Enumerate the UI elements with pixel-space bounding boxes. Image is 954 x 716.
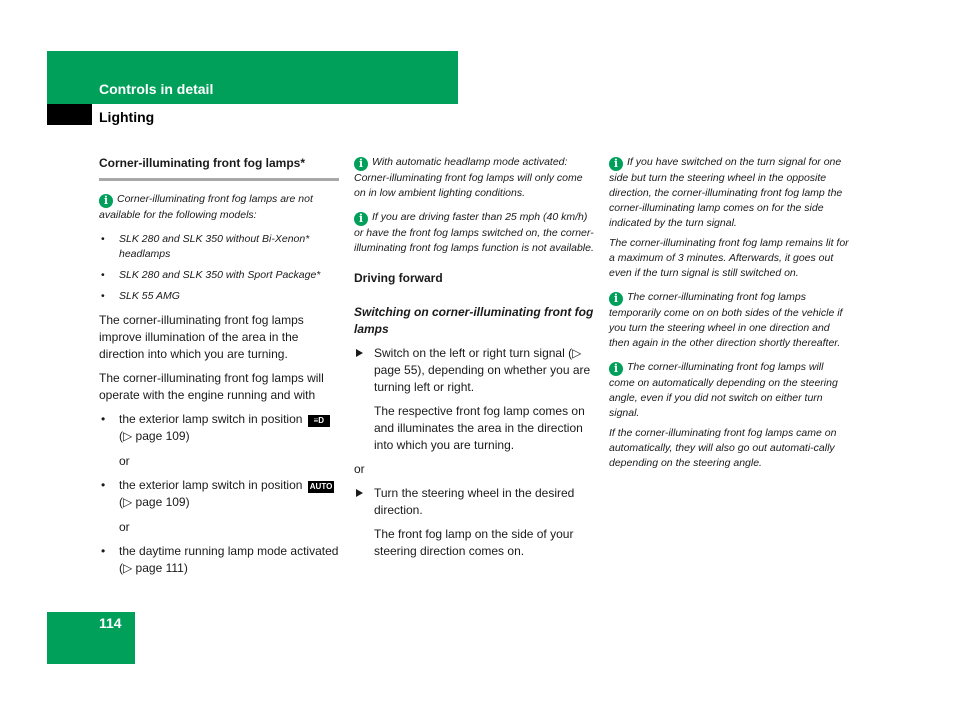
page-reference: (▷ page 109) [119,495,190,509]
availability-note-text: Corner-illuminating front fog lamps are not available for the following models: [99,193,313,221]
availability-note [99,192,339,223]
info-icon: i [609,157,623,171]
auto-symbol-icon: AUTO [309,482,333,491]
paragraph: The corner-illuminating front fog lamps improve illumination of the area in the direction into which you are turning. [99,313,304,361]
list-item: • the exterior lamp switch in position ≡D (▷ page 109) [99,411,339,445]
or-text: or [119,454,130,468]
conditions-list [99,411,339,445]
info-icon: i [609,362,623,376]
or-text: or [119,520,130,534]
column-3 [609,155,849,480]
info-icon: i [354,157,368,171]
steering-angle-note: i The corner-illuminating front fog lamps will come on automatically depending on the steering angle, even if you did not switch on either turn signal. [609,361,838,419]
paragraph: The corner-illuminating front fog lamps will operate with the engine running and with [99,371,324,402]
low-beam-symbol-icon: ≡D [308,415,330,427]
step-result: The front fog lamp on the side of your steering direction comes on. [374,527,574,558]
list-item: • SLK 280 and SLK 350 with Sport Package* [99,268,339,283]
column-1 [99,155,339,585]
turn-signal-note: i If you have switched on the turn signal for one side but turn the steering wheel in the opposite direction, the corner-illuminating front fog lamp the corner-illuminating lamp comes on for the side indicated by the turn signal. [609,156,843,229]
page-reference: (▷ page 109) [119,429,190,443]
conditions-list [99,477,339,511]
step-steering-wheel: Turn the steering wheel in the desired direction. [354,485,594,519]
step-arrow-icon [356,489,363,497]
auto-mode-note: i With automatic headlamp mode activated: Corner-illuminating front fog lamps will only come on in low ambient lighting conditions. [354,156,583,199]
section-title: Controls in detail [99,81,214,97]
list-item: • the exterior lamp switch in position AUTO (▷ page 109) [99,477,339,511]
turn-signal-note-continued: The corner-illuminating front fog lamp remains lit for a maximum of 3 minutes. Afterwards, it goes out even if the turn signal is still switched on. [609,237,849,279]
steering-angle-note-continued: If the corner-illuminating front fog lamps came on automatically, they will also go out automati-cally depending on the steering angle. [609,427,837,469]
driving-forward-heading: Driving forward [354,271,443,285]
page-number: 114 [99,615,122,631]
column-2 [354,155,594,567]
excluded-models-list [99,232,339,304]
list-item: • SLK 55 AMG [99,289,339,304]
list-item: • the daytime running lamp mode activated (▷ page 111) [99,543,339,577]
subsection-title: Lighting [99,109,155,125]
speed-note: i If you are driving faster than 25 mph (40 km/h) or have the front fog lamps switched on, the corner-illuminating front fog lamps function is not available. [354,211,594,254]
conditions-list [99,543,339,577]
switching-on-subheading: Switching on corner-illuminating front fog lamps [354,305,594,336]
info-icon: i [609,292,623,306]
header-marker [47,104,92,125]
or-text: or [354,462,365,476]
fog-lamps-heading: Corner-illuminating front fog lamps* [99,155,339,181]
step-turn-signal: Switch on the left or right turn signal (▷ page 55), depending on whether you are turning left or right. [354,345,594,396]
step-arrow-icon [356,349,363,357]
info-icon: i [99,194,113,208]
list-item: • SLK 280 and SLK 350 without Bi-Xenon* headlamps [99,232,339,262]
step-result: The respective front fog lamp comes on and illuminates the area in the direction into which you are turning. [374,404,585,452]
both-sides-note: i The corner-illuminating front fog lamps temporarily come on on both sides of the vehicle if you turn the steering wheel in one direction and then again in the other direction shortly thereafter. [609,291,843,349]
info-icon: i [354,212,368,226]
